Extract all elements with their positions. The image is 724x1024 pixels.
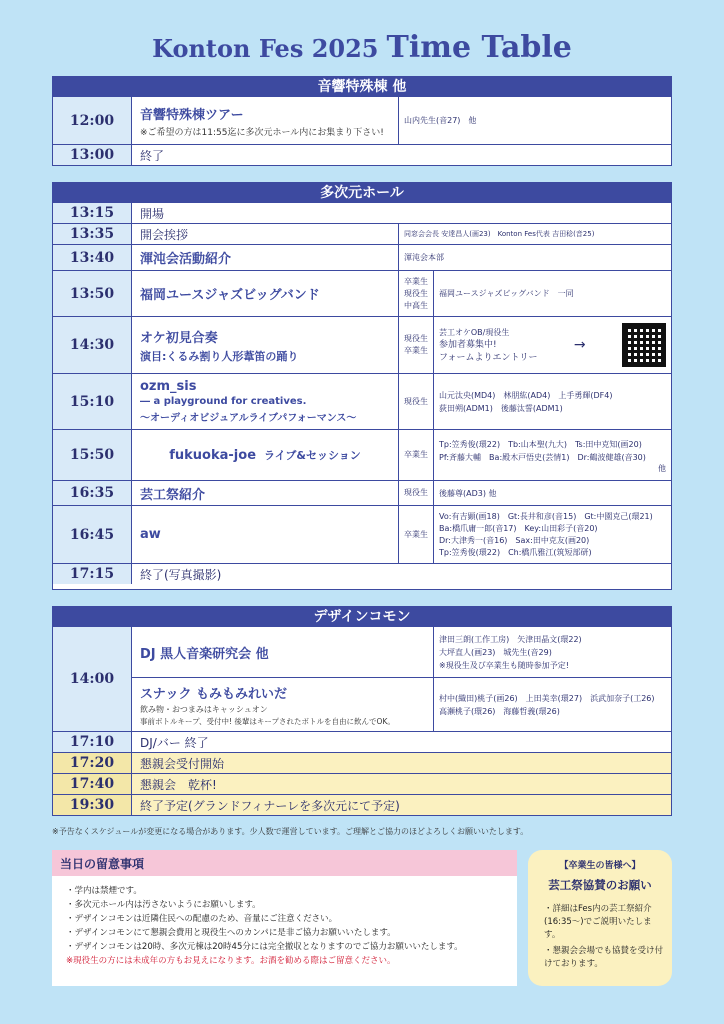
schedule-row: [53, 270, 671, 316]
schedule-row: [53, 563, 671, 584]
performer-cell: 同窓会会長 安達昌人(画23) Konton Fes代表 吉田稔(音25): [404, 229, 595, 238]
event-cell: [132, 271, 398, 316]
event-title: 芸工祭紹介: [140, 487, 206, 503]
category-label: 現役生: [404, 334, 428, 343]
performer-line: 高瀬桃子(環26) 海藤哲義(環26): [439, 706, 560, 716]
category-label: 現役生: [404, 488, 428, 497]
performer-cell: [433, 317, 671, 373]
event-title: DJ/バー 終了: [140, 735, 209, 750]
section-multidim-hall: [52, 182, 672, 590]
event-cell: [132, 627, 433, 677]
performer-line: Tp:笠秀俊(環22) Ch:橋爪雅江(筑短部研): [439, 547, 592, 557]
schedule-row: [53, 373, 671, 429]
schedule-note: ※予告なくスケジュールが変更になる場合があります。少人数で運営しています。ご理解とご協力のほどよろしくお願いいたします。: [52, 827, 529, 836]
section-header: 音響特殊棟 他: [53, 77, 671, 97]
category-cell: [398, 481, 433, 505]
title-main: Konton Fes 2025: [152, 34, 379, 63]
notice-item: ・学内は禁煙です。: [66, 886, 142, 896]
event-title: 終了(写真撮影): [140, 567, 222, 582]
schedule-row: [53, 144, 671, 165]
schedule-row: [53, 627, 671, 731]
schedule-row: [53, 429, 671, 480]
event-cell: [132, 145, 671, 165]
category-label: 卒業生: [404, 346, 428, 355]
sponsor-title: 芸工祭協賛のお願い: [548, 878, 652, 892]
section-header: デザインコモン: [53, 607, 671, 627]
event-note: 事前ボトルキープ、受付中! 後輩はキープされたボトルを自由に飲んでOK。: [140, 716, 395, 726]
performer-line: 荻田朔(ADM1) 後藤汰誓(ADM1): [439, 403, 563, 413]
performer-line: Dr:大津秀一(音16) Sax:田中克友(画20): [439, 535, 590, 545]
time-cell: 15:10: [53, 374, 132, 429]
performer-line: 津田三朗(工作工房) 矢津田晶文(環22): [439, 634, 582, 644]
performer-line: Ba:橋爪庸一郎(音17) Key:山田彩子(音20): [439, 523, 598, 533]
performer-line: Vo:有吉顕(画18) Gt:長井和彦(音15) Gt:中園克己(環21): [439, 511, 653, 521]
event-title: スナック もみもみれいだ: [140, 686, 288, 702]
time-cell: 13:40: [53, 245, 132, 270]
schedule-row: [53, 223, 671, 244]
category-cell: [398, 374, 433, 429]
notice-item: ・デザインコモンにて懇親会費用と現役生へのカンパに是非ご協力お願いいたします。: [66, 928, 396, 938]
time-cell: 16:45: [53, 506, 132, 563]
schedule-row: [53, 731, 671, 752]
schedule-row: [53, 773, 671, 794]
performer-line: 村中(織田)桃子(画26) 上田美幸(環27) 浜武加奈子(工26): [439, 693, 655, 703]
event-subtitle: ― a playground for creatives.: [140, 396, 307, 407]
performer-line: 芸工オケOB/現役生: [439, 327, 510, 337]
performer-cell: [433, 374, 671, 429]
schedule-row: [53, 203, 671, 223]
schedule-row: [53, 752, 671, 773]
notice-warning: ※現役生の方には未成年の方もお見えになります。お酒を勧める際はご留意ください。: [66, 956, 396, 966]
event-cell: [132, 374, 398, 429]
event-cell: [132, 678, 433, 731]
event-title: 渾沌会活動紹介: [140, 252, 232, 267]
notice-item: ・デザインコモンは近隣住民への配慮のため、音量にご注意ください。: [66, 914, 338, 924]
time-cell: 17:40: [53, 774, 132, 794]
schedule-row: [53, 480, 671, 505]
event-title: 開会挨拶: [140, 227, 189, 242]
time-cell: 17:20: [53, 753, 132, 773]
event-title: ozm_sis: [140, 379, 197, 394]
performer-cell: [433, 627, 671, 677]
sponsor-list: [536, 903, 664, 971]
category-label: 卒業生: [404, 276, 428, 286]
performer-line: Pf:斉藤大輔 Ba:殿木戸悟史(芸情1) Dr:鶴波健雄(音30): [439, 452, 646, 462]
entry-text: [439, 326, 538, 365]
event-cell: [132, 732, 671, 752]
performer-line: 他: [658, 463, 666, 473]
performer-line: 大坪直人(画23) 城先生(音29): [439, 647, 552, 657]
event-cell: [132, 203, 671, 223]
sponsor-heading: 【卒業生の皆様へ】: [559, 861, 641, 871]
time-cell: 13:50: [53, 271, 132, 316]
qr-code-icon[interactable]: [622, 323, 666, 367]
performer-cell: [433, 430, 671, 480]
page-title: [0, 30, 724, 65]
time-cell: 12:00: [53, 97, 132, 144]
performer-line: ※現役生及び卒業生も随時参加予定!: [439, 660, 569, 670]
entry-block: [439, 323, 666, 367]
event-title: DJ 黒人音楽研究会 他: [140, 646, 269, 662]
notice-item: ・デザインコモンは20時、多次元棟は20時45分には完全撤収となりますのでご協力お願いいたします。: [66, 942, 463, 952]
event-cell: [132, 97, 399, 144]
time-cell: 14:00: [53, 627, 132, 731]
arrow-icon: →: [573, 336, 586, 353]
event-title: aw: [140, 527, 161, 542]
event-group: [132, 627, 671, 731]
event-subtitle: 演目:くるみ割り人形葦笛の踊り: [140, 349, 299, 363]
performer-cell: [433, 678, 671, 731]
category-cell: [398, 430, 433, 480]
sponsor-item: ・詳細はFes内の芸工祭紹介(16:35〜)でご説明いたします。: [544, 904, 652, 940]
event-cell: [132, 774, 671, 794]
schedule-row: [53, 97, 671, 144]
event-title: 懇親会 乾杯!: [140, 777, 217, 792]
time-cell: 15:50: [53, 430, 132, 480]
category-label: 現役生: [404, 288, 428, 298]
notice-list: [52, 884, 517, 968]
time-cell: 19:30: [53, 795, 132, 815]
event-cell: [132, 245, 399, 270]
event-title: 終了予定(グランドフィナーレを多次元にて予定): [140, 798, 400, 813]
event-title: 福岡ユースジャズビッグバンド: [140, 288, 320, 303]
category-label: 現役生: [404, 396, 428, 406]
time-cell: 13:00: [53, 145, 132, 165]
event-title: 終了: [140, 148, 165, 163]
time-cell: 14:30: [53, 317, 132, 373]
performer-cell: 渾沌会本部: [404, 253, 444, 262]
section-header: 多次元ホール: [53, 183, 671, 203]
time-cell: 13:15: [53, 203, 132, 223]
sub-event: [132, 678, 671, 731]
event-title: 懇親会受付開始: [140, 756, 225, 771]
category-label: 卒業生: [404, 529, 428, 539]
event-cell: [132, 753, 671, 773]
event-subtitle: ～オーディオビジュアルライブパフォーマンス～: [140, 413, 357, 424]
event-note: ※ご希望の方は11:55迄に多次元ホール内にお集まり下さい!: [140, 127, 384, 138]
event-cell: [132, 564, 671, 584]
sub-event: [132, 627, 671, 678]
schedule-row: [53, 244, 671, 270]
notice-item: ・多次元ホール内は汚さないようにお願いします。: [66, 900, 261, 910]
category-cell: [398, 271, 433, 316]
performer-cell: 後藤尊(AD3) 他: [433, 481, 671, 505]
notice-title: 当日の留意事項: [52, 850, 517, 876]
event-title: オケ初見合奏: [140, 330, 218, 346]
category-cell: [398, 506, 433, 563]
performer-line: Tp:笠秀俊(環22) Tb:山本聖(九大) Ts:田中克知(画20): [439, 439, 642, 449]
section-acoustic: [52, 76, 672, 166]
event-cell: [132, 481, 398, 505]
category-cell: [398, 317, 433, 373]
schedule-row: [53, 505, 671, 563]
event-title: 音響特殊棟ツアー: [140, 107, 244, 123]
performer-line: 山元汰央(MD4) 林朋紘(AD4) 上手勇輝(DF4): [439, 390, 613, 400]
sponsor-item: ・懇親会会場でも協賛を受け付けております。: [544, 946, 664, 969]
schedule-row: [53, 794, 671, 815]
category-label: 中高生: [404, 300, 428, 310]
event-subtitle: ライブ&セッション: [264, 449, 361, 462]
time-cell: 16:35: [53, 481, 132, 505]
event-cell: [132, 430, 398, 480]
event-cell: [132, 506, 398, 563]
performer-line: 参加者募集中!: [439, 339, 497, 350]
performer-cell: 福岡ユースジャズビッグバンド 一同: [433, 271, 671, 316]
time-cell: 17:10: [53, 732, 132, 752]
event-title: fukuoka-joe: [169, 447, 257, 463]
category-label: 卒業生: [404, 450, 428, 459]
event-cell: [132, 224, 399, 244]
event-cell: [132, 795, 671, 815]
event-title: 開場: [140, 206, 165, 221]
performer-line: フォームよりエントリー: [439, 352, 538, 363]
event-cell: [132, 317, 398, 373]
time-cell: 13:35: [53, 224, 132, 244]
performer-cell: 山内先生(音27) 他: [404, 116, 477, 125]
title-sub: Time Table: [386, 30, 572, 65]
section-design-common: [52, 606, 672, 816]
time-cell: 17:15: [53, 564, 132, 584]
event-note: 飲み物・おつまみはキャッシュオン: [140, 704, 268, 714]
notice-box: [52, 850, 517, 986]
graduate-sponsor-box: [528, 850, 672, 986]
performer-cell: [433, 506, 671, 563]
schedule-row: [53, 316, 671, 373]
